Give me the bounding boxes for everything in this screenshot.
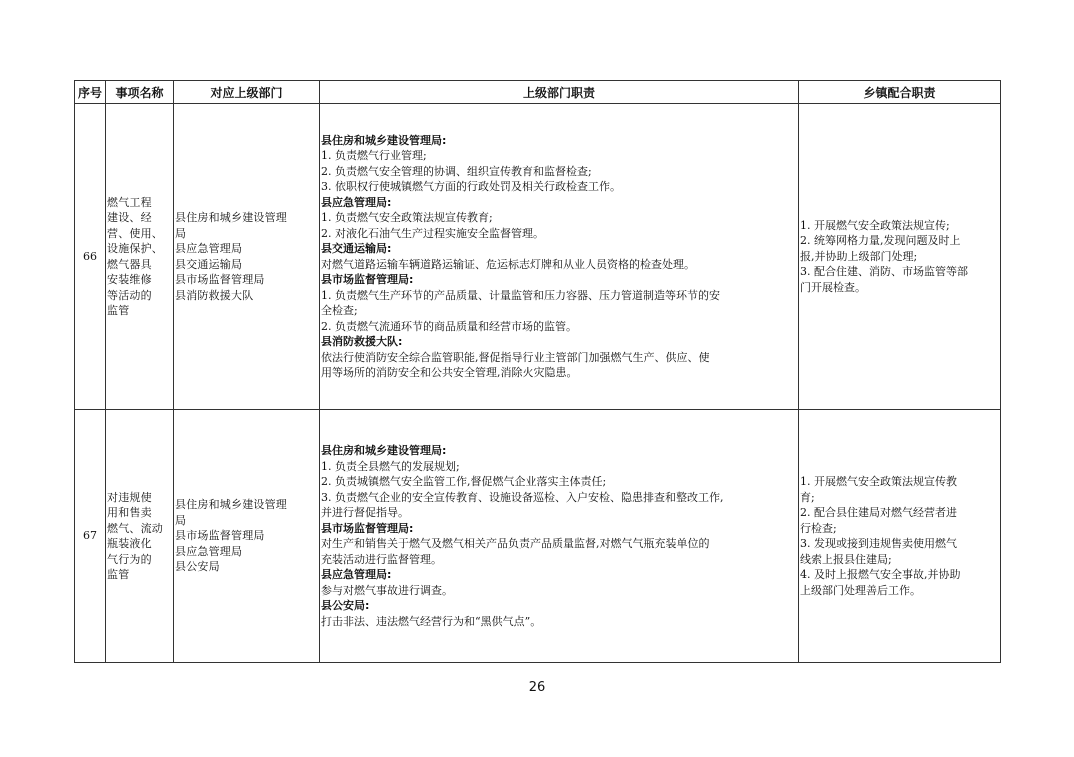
table-row (75, 104, 1001, 410)
item-name-line: 安装维修 (107, 273, 152, 286)
dept-cell (174, 410, 320, 663)
dept-cell (174, 104, 320, 410)
item-name-line: 燃气、流动 (107, 521, 163, 535)
duty-dept-heading: 县应急管理局: (321, 195, 392, 209)
header-item-name: 事项名称 (106, 81, 174, 104)
duty-line: 依法行使消防安全综合监管职能,督促指导行业主管部门加强燃气生产、供应、使 (321, 350, 710, 364)
dept-line: 局 (175, 226, 187, 240)
town-duty-line: 线索上报县住建局; (800, 552, 892, 566)
duty-line: 1. 负责全县燃气的发展规划; (321, 459, 460, 473)
page-number: 26 (528, 680, 546, 695)
header-seq: 序号 (75, 81, 106, 104)
duty-dept-heading: 县住房和城乡建设管理局: (321, 133, 447, 147)
item-name-line: 等活动的 (107, 288, 152, 302)
header-dept: 对应上级部门 (174, 81, 320, 104)
duty-line: 2. 负责燃气安全管理的协调、组织宣传教育和监督检查; (321, 164, 592, 178)
duty-line: 并进行督促指导。 (321, 506, 409, 519)
duty-dept-heading: 县公安局: (321, 599, 370, 612)
row-number: 66 (75, 104, 106, 410)
duty-line: 1. 负责燃气安全政策法规宣传教育; (321, 211, 493, 224)
duty-dept-heading: 县住房和城乡建设管理局: (321, 444, 447, 457)
table-header-row (75, 81, 1001, 104)
duty-line: 2. 对液化石油气生产过程实施安全监督管理。 (321, 226, 544, 240)
town-duty-line: 1. 开展燃气安全政策法规宣传教 (800, 475, 957, 488)
item-name-line: 监管 (107, 568, 130, 581)
town-duty-line: 1. 开展燃气安全政策法规宣传; (800, 218, 950, 232)
header-dept-duties: 上级部门职责 (320, 81, 799, 104)
town-duty-line: 门开展检查。 (800, 280, 866, 294)
town-duty-line: 2. 统筹网格力量,发现问题及时上 (800, 234, 961, 248)
duty-dept-heading: 县市场监督管理局: (321, 273, 414, 286)
town-duty-line: 2. 配合县住建局对燃气经营者进 (800, 506, 957, 519)
duty-line: 对生产和销售关于燃气及燃气相关产品负责产品质量监督,对燃气气瓶充装单位的 (321, 537, 710, 550)
duty-line: 用等场所的消防安全和公共安全管理,消除火灾隐患。 (321, 366, 578, 379)
town-duty-line: 育; (800, 490, 815, 504)
dept-duties-cell (320, 104, 799, 410)
duty-dept-heading: 县应急管理局: (321, 568, 392, 581)
row-number: 67 (75, 410, 106, 663)
duty-line: 对燃气道路运输车辆道路运输证、危运标志灯牌和从业人员资格的检查处理。 (321, 257, 695, 271)
town-duties-cell (799, 410, 1001, 663)
dept-line: 县市场监督管理局 (175, 273, 265, 286)
duty-line: 3. 负责燃气企业的安全宣传教育、设施设备巡检、入户安检、隐患排查和整改工作, (321, 490, 724, 504)
item-name-line: 监管 (107, 304, 130, 317)
item-name-line: 设施保护、 (107, 242, 163, 255)
item-name-line: 对违规使 (107, 490, 152, 504)
item-name-cell (106, 410, 174, 663)
duty-dept-heading: 县交通运输局: (321, 242, 392, 255)
duty-dept-heading: 县消防救援大队: (321, 335, 403, 348)
dept-duties-cell (320, 410, 799, 663)
dept-line: 县住房和城乡建设管理 (175, 211, 287, 224)
duty-table (74, 80, 1001, 663)
dept-line: 局 (175, 513, 187, 527)
item-name-line: 建设、经 (107, 211, 152, 224)
town-duty-line: 行检查; (800, 521, 837, 535)
duty-line: 充装活动进行监督管理。 (321, 552, 442, 566)
duty-line: 打击非法、违法燃气经营行为和“黑供气点”。 (321, 614, 542, 628)
item-name-line: 用和售卖 (107, 506, 152, 519)
duty-dept-heading: 县市场监督管理局: (321, 521, 414, 535)
duty-line: 3. 依职权行使城镇燃气方面的行政处罚及相关行政检查工作。 (321, 180, 621, 193)
item-name-line: 瓶装液化 (107, 537, 152, 550)
duty-line: 参与对燃气事故进行调查。 (321, 583, 453, 597)
dept-line: 县应急管理局 (175, 242, 243, 255)
item-name-line: 营、使用、 (107, 226, 163, 240)
town-duty-line: 报,并协助上级部门处理; (800, 249, 918, 263)
item-name-line: 燃气器具 (107, 257, 152, 271)
dept-line: 县住房和城乡建设管理 (175, 498, 287, 512)
duty-line: 1. 负责燃气生产环节的产品质量、计量监管和压力容器、压力管道制造等环节的安 (321, 288, 720, 302)
item-name-line: 气行为的 (107, 552, 152, 566)
item-name-line: 燃气工程 (107, 195, 152, 209)
dept-line: 县消防救援大队 (175, 288, 254, 302)
dept-line: 县交通运输局 (175, 257, 243, 271)
dept-line: 县市场监督管理局 (175, 529, 265, 543)
town-duty-line: 上级部门处理善后工作。 (800, 583, 921, 597)
town-duty-line: 3. 发现或接到违规售卖使用燃气 (800, 537, 957, 550)
town-duty-line: 3. 配合住建、消防、市场监管等部 (800, 265, 968, 279)
header-town-duties: 乡镇配合职责 (799, 81, 1001, 104)
dept-line: 县应急管理局 (175, 544, 243, 558)
town-duties-cell (799, 104, 1001, 410)
dept-line: 县公安局 (175, 560, 220, 574)
duty-line: 1. 负责燃气行业管理; (321, 149, 427, 162)
item-name-cell (106, 104, 174, 410)
duty-line: 全检查; (321, 304, 358, 317)
duty-line: 2. 负责城镇燃气安全监管工作,督促燃气企业落实主体责任; (321, 475, 607, 488)
table-row (75, 410, 1001, 663)
town-duty-line: 4. 及时上报燃气安全事故,并协助 (800, 568, 961, 581)
duty-line: 2. 负责燃气流通环节的商品质量和经营市场的监管。 (321, 319, 577, 333)
